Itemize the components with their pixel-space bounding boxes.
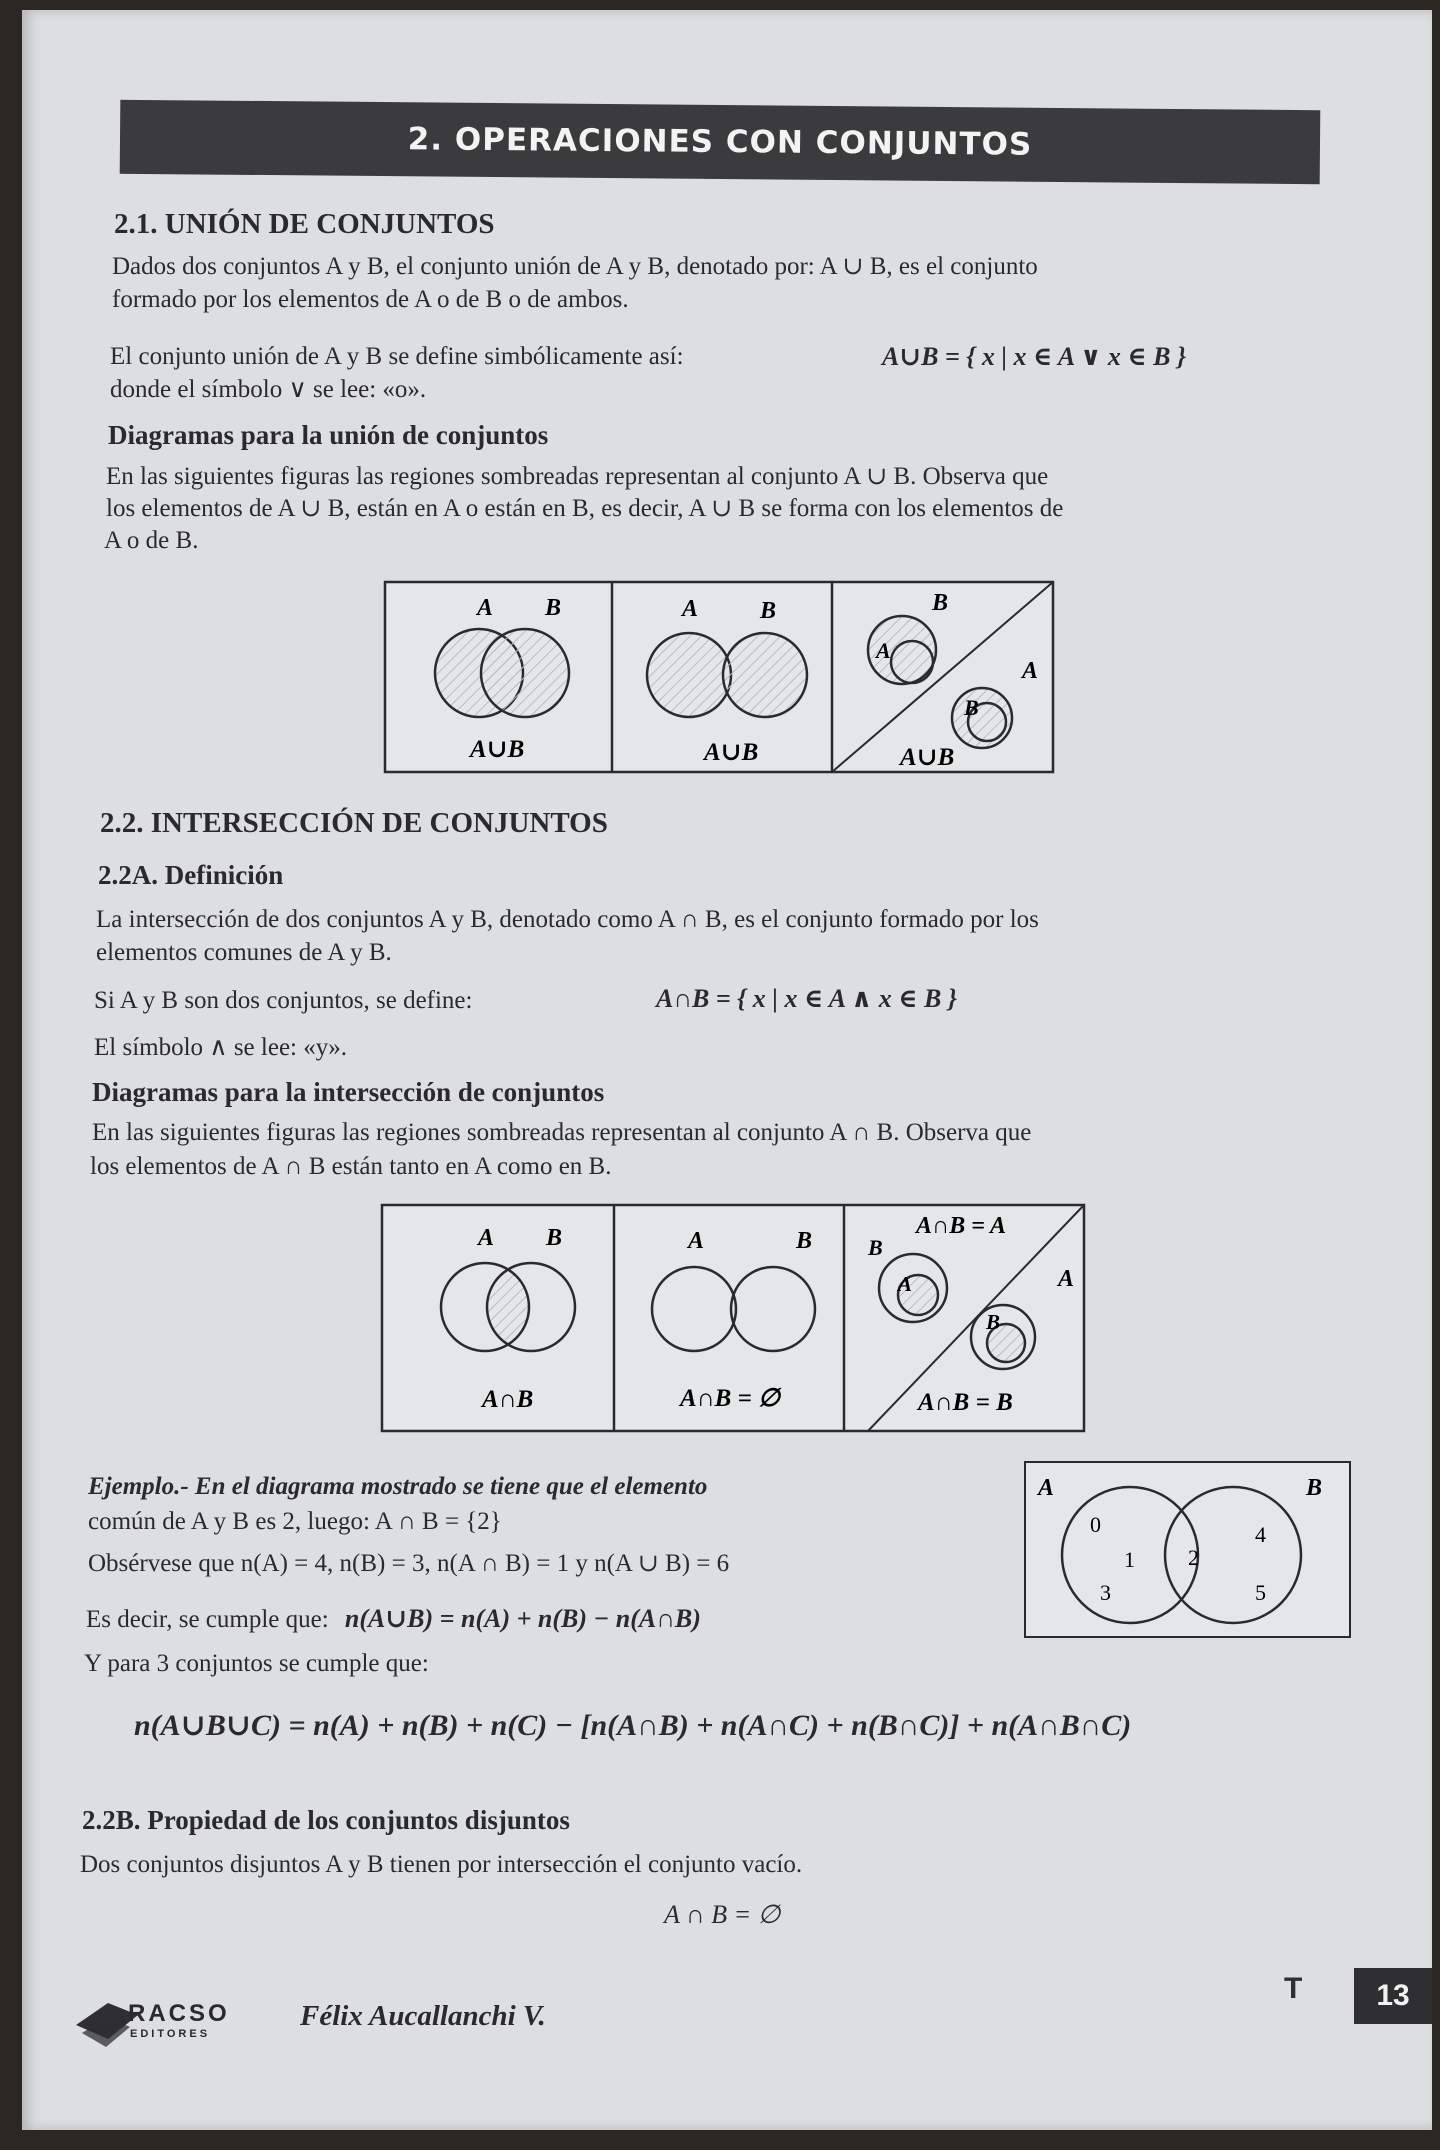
intersection-panel3-label-b-bottom: B (986, 1310, 1001, 1334)
union-panel2-caption: A∪B (704, 739, 759, 766)
example-line-2: común de A y B es 2, luego: A ∩ B = {2} (88, 1508, 502, 1535)
intersection-definition-heading: 2.2A. Definición (98, 860, 284, 890)
example-line-3: Obsérvese que n(A) = 4, n(B) = 3, n(A ∩ B) = 1 y n(A ∪ B) = 6 (88, 1550, 730, 1577)
intersection-paragraph-4-line-2: los elementos de A ∩ B están tanto en A como en B. (90, 1153, 612, 1180)
section-heading-union: 2.1. UNIÓN DE CONJUNTOS (114, 208, 495, 240)
union-diagrams-heading: Diagramas para la unión de conjuntos (108, 420, 549, 450)
intersection-definition-formula: A∩B = { x | x ∈ A ∧ x ∈ B } (656, 984, 957, 1013)
disjoint-paragraph: Dos conjuntos disjuntos A y B tienen por intersección el conjunto vacío. (80, 1851, 803, 1878)
intersection-panel3-label-a-bottom: A (1058, 1266, 1075, 1292)
disjoint-formula: A ∩ B = ∅ (664, 1900, 781, 1929)
example-line-4-formula: n(A∪B) = n(A) + n(B) − n(A∩B) (344, 1604, 701, 1633)
chapter-banner (120, 100, 1321, 184)
intersection-panel1-caption: A∩B (482, 1386, 534, 1413)
intersection-panel2-label-b: B (796, 1228, 813, 1254)
page-number: 13 (1376, 1979, 1410, 2012)
example-element-4: 4 (1255, 1522, 1266, 1547)
disjoint-heading: 2.2B. Propiedad de los conjuntos disjuntos (82, 1805, 570, 1835)
three-set-formula: n(A∪B∪C) = n(A) + n(B) + n(C) − [n(A∩B) + n(A∩C) + n(B∩C)] + n(A∩B∩C) (134, 1709, 1132, 1742)
intersection-paragraph-1-line-2: elementos comunes de A y B. (96, 939, 392, 966)
intersection-panel1-label-b: B (546, 1225, 563, 1251)
union-panel3-label-b-bottom: B (964, 695, 979, 720)
union-panel1-caption: A∪B (470, 736, 525, 763)
example-venn-diagram (1000, 1450, 1360, 1650)
example-line-4 (86, 1602, 701, 1636)
intersection-panel3-label-b-top: B (868, 1235, 883, 1260)
example-line-5: Y para 3 conjuntos se cumple que: (84, 1650, 429, 1677)
intersection-panel3-label-a-top: A (898, 1272, 913, 1296)
intersection-paragraph-3: El símbolo ∧ se lee: «y». (94, 1034, 347, 1061)
union-panel3-label-b-top: B (932, 590, 949, 616)
example-element-3: 3 (1100, 1580, 1111, 1605)
book-page (22, 10, 1432, 2130)
intersection-paragraph-2: Si A y B son dos conjuntos, se define: (94, 987, 473, 1014)
intersection-panel2-label-a: A (688, 1228, 705, 1254)
intersection-venn-figure (378, 1195, 1108, 1435)
union-paragraph-3-line-1: En las siguientes figuras las regiones sombreadas representan al conjunto A ∪ B. Observa que (106, 463, 1049, 490)
example-text-1: Ejemplo.- En el diagrama mostrado se tiene que el elemento (88, 1473, 708, 1500)
chapter-title: 2. OPERACIONES CON CONJUNTOS (407, 121, 1033, 163)
example-element-1: 1 (1124, 1547, 1135, 1572)
section-letter: T (1284, 1972, 1303, 2005)
intersection-panel1-label-a: A (478, 1225, 495, 1251)
example-element-2: 2 (1188, 1545, 1199, 1570)
union-panel3-circle-a-outer (952, 688, 1012, 748)
union-paragraph-3-line-3: A o de B. (104, 527, 199, 554)
union-panel2-label-a: A (682, 596, 699, 622)
example-element-5: 5 (1255, 1580, 1266, 1605)
union-panel1-label-a: A (477, 595, 494, 621)
publisher-name: RACSO (128, 2000, 230, 2027)
union-panel3-caption: A∪B (900, 744, 955, 771)
union-paragraph-2-line-2: donde el símbolo ∨ se lee: «o». (110, 376, 427, 403)
union-paragraph-2-line-1: El conjunto unión de A y B se define simbólicamente así: (110, 343, 684, 370)
intersection-panel3-caption-bottom: A∩B = B (918, 1389, 1013, 1416)
example-element-0: 0 (1090, 1512, 1101, 1537)
publisher-subtitle: EDITORES (130, 2028, 211, 2040)
union-panel3-label-a-bottom: A (1022, 658, 1039, 684)
union-panel3-label-a-top: A (876, 638, 891, 663)
example-line-1 (88, 1470, 707, 1503)
union-venn-figure (382, 570, 1082, 780)
intersection-paragraph-1-line-1: La intersección de dos conjuntos A y B, denotado como A ∩ B, es el conjunto formado por los (96, 906, 1039, 933)
example-label-b: B (1306, 1475, 1323, 1501)
intersection-panel2-caption: A∩B = ∅ (680, 1385, 780, 1412)
intersection-panel3-caption-top: A∩B = A (916, 1213, 1007, 1239)
example-label-a: A (1038, 1475, 1055, 1501)
intersection-diagrams-heading: Diagramas para la intersección de conjuntos (92, 1077, 605, 1107)
union-paragraph-1-line-1: Dados dos conjuntos A y B, el conjunto unión de A y B, denotado por: A ∪ B, es el conjunto (112, 253, 1038, 280)
section-heading-intersection: 2.2. INTERSECCIÓN DE CONJUNTOS (100, 807, 608, 839)
union-panel2-label-b: B (760, 598, 777, 624)
union-panel2-circle-a (647, 633, 731, 717)
union-panel1-circle-b (481, 629, 569, 717)
union-paragraph-1-line-2: formado por los elementos de A o de B o de ambos. (112, 286, 629, 313)
author-name: Félix Aucallanchi V. (300, 2000, 546, 2032)
example-line-4-text: Es decir, se cumple que: (86, 1606, 329, 1633)
union-definition-formula: A∪B = { x | x ∈ A ∨ x ∈ B } (882, 342, 1187, 371)
union-panel1-label-b: B (545, 595, 562, 621)
intersection-paragraph-4-line-1: En las siguientes figuras las regiones sombreadas representan al conjunto A ∩ B. Observa que (92, 1119, 1032, 1146)
page-number-badge (1354, 1968, 1432, 2024)
union-panel2-circle-b (723, 633, 807, 717)
union-paragraph-3-line-2: los elementos de A ∪ B, están en A o están en B, es decir, A ∪ B se forma con los elementos de (106, 495, 1064, 522)
